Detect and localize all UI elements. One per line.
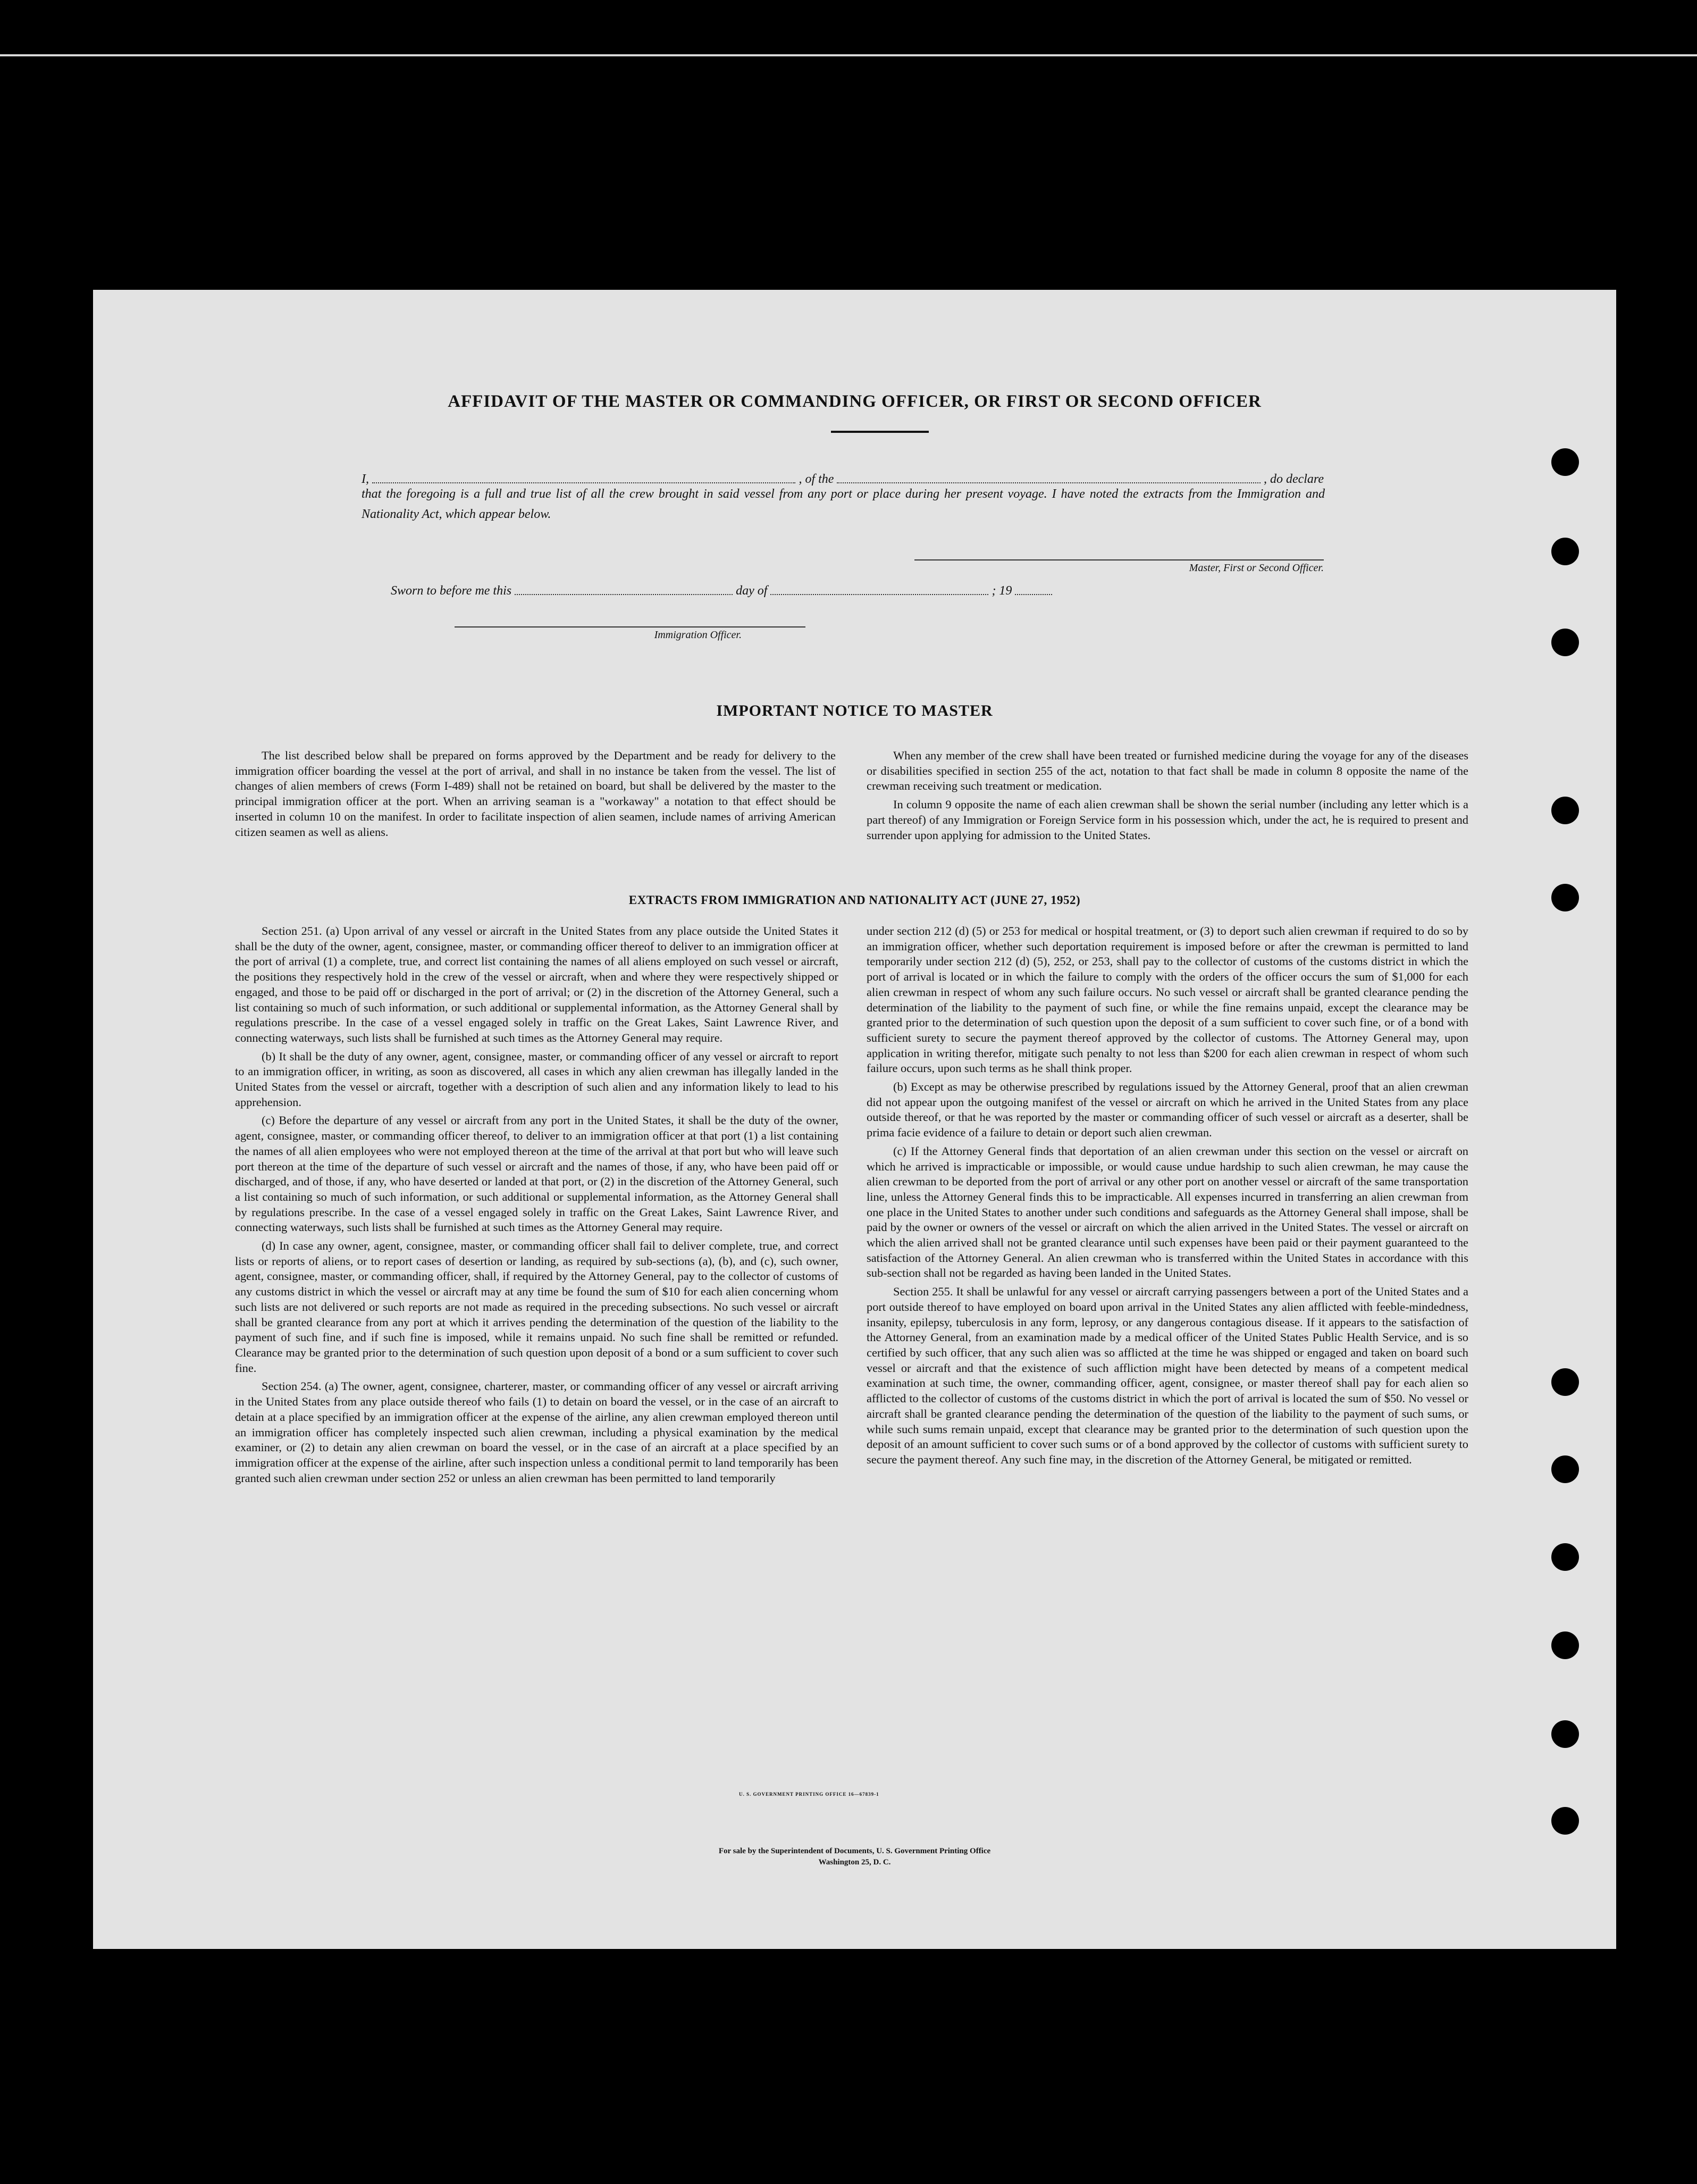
section-255: Section 255. It shall be unlawful for any vessel or aircraft carrying passengers between a port of the United States and a port outside thereof to have employed on board upon arrival in the United States any alien afflicted with feeble-mindedness, insanity, epilepsy, tuberculosis in any form, leprosy, or any dangerous contagious disease. If it appears to the satisfaction of the Attorney General, from an examination made by a medical officer of the United States Public Health Service, and is so certified by such officer, that any such alien was so afflicted at the time he was shipped or engaged and taken on board such vessel or aircraft and that the existence of such affliction might have been detected by means of a competent medical examination at such time, the owner, commanding officer, agent, consignee, or master thereof shall pay for each alien so afflicted to the collector of customs of the customs district in which the port of arrival is located the sum of $50. No vessel or aircraft shall be granted clearance pending the determination of the question of the liability to the payment of such sums, or while such sums remain unpaid, except that clearance may be granted prior to the determination of such question upon the deposit of an amount sufficient to cover such sums or of a bond approved by the collector of customs with sufficient surety to secure the payment thereof. Any such fine may, in the discretion of the Attorney General, be mitigated or remitted.: [867, 1285, 1468, 1466]
section-254-b: (b) Except as may be otherwise prescribed by regulations issued by the Attorney General, proof that an alien crewman did not appear upon the outgoing manifest of the vessel or aircraft on which he arrived in the United States from any place outside thereof, or that he was reported by the master or commanding officer of such vessel or aircraft as a deserter, shall be prima facie evidence of a failure to detain or deport such alien crewman.: [867, 1080, 1468, 1140]
month-field[interactable]: [770, 593, 988, 595]
i-label: I,: [362, 472, 369, 486]
notice-paragraph: The list described below shall be prepared on forms approved by the Department and be ready for delivery to the immigration officer boarding the vessel at the port of arrival, and shall in no instance be taken from the vessel. The list of changes of alien members of crews (Form I-489) shall not be retained on board, but shall be delivered by the master to the principal immigration officer at the port. When an arriving seaman is a "workaway" a notation to that effect should be inserted in column 10 on the manifest. In order to facilitate inspection of alien seamen, include names of arriving American citizen seamen as well as aliens.: [235, 749, 836, 839]
extracts-left-column: [235, 924, 838, 1489]
declaration-line: [362, 460, 1324, 487]
section-251-c: (c) Before the departure of any vessel or aircraft from any port in the United States, it shall be the duty of the owner, agent, consignee, master, or commanding officer thereof, to deliver to an immigration officer at that port (1) a list containing the names of all alien employees who were not employed thereon at the time of the arrival at that port but who will leave such port thereon at the time of the departure of such vessel or aircraft and the names of those, if any, who have been paid off or discharged, and of those, if any, who have deserted or landed at that port, or (2) in the discretion of the Attorney General, such a list containing so much of such information, or such additional or supplemental information, as the Attorney General shall by regulations prescribe. In the case of a vessel engaged solely in traffic on the Great Lakes, Saint Lawrence River, and connecting waterways, such lists shall be furnished at such times as the Attorney General may require.: [235, 1114, 838, 1234]
document-page: [93, 290, 1616, 1949]
day-field[interactable]: [515, 593, 733, 595]
punch-hole: [1551, 538, 1579, 565]
master-signature-label: Master, First or Second Officer.: [1189, 562, 1324, 574]
day-of-label: day of: [736, 584, 768, 598]
immigration-officer-label: Immigration Officer.: [654, 629, 742, 641]
punch-hole: [1551, 1631, 1579, 1659]
sale-notice: [93, 1846, 1616, 1868]
section-254-c: (c) If the Attorney General finds that deportation of an alien crewman under this section on the vessel or aircraft on which he arrived is impracticable or impossible, or would cause undue hardship to such alien crewman, he may cause the alien crewman to be deported from the port of arrival or any other port on another vessel or aircraft of the same transportation line, unless the Attorney General finds this to be impracticable. All expenses incurred in transferring an alien crewman from one place in the United States to another under such conditions and safeguards as the Attorney General shall impose, shall be paid by the owner or owners of the vessel or aircraft on which the alien arrived in the United States. The vessel or aircraft on which the alien arrived shall not be granted clearance until such expenses have been paid or their payment guaranteed to the satisfaction of the Attorney General. An alien crewman who is transferred within the United States in accordance with this sub-section shall not be regarded as having been landed in the United States.: [867, 1144, 1468, 1280]
section-254-a-continued: under section 212 (d) (5) or 253 for medical or hospital treatment, or (3) to deport such alien crewman if required to do so by an immigration officer, whether such deportation requirement is imposed before or after the crewman is permitted to land temporarily under section 212 (d) (5), 252, or 253, shall pay to the collector of customs of the customs district in which the port of arrival is located or in which the failure to comply with the orders of the officer occurs the sum of $1,000 for each alien crewman in respect of whom any such failure occurs. No such vessel or aircraft shall be granted clearance pending the determination of the liability to the payment of such fine, or while the fine remains unpaid, except the clearance may be granted prior to the determination of such question upon the deposit of a sum sufficient to cover such fine, or of a bond with sufficient surety to secure the payment thereof approved by the collector of customs. The Attorney General may, upon application in writing therefor, mitigate such penalty to not less than $200 for each alien crewman in respect of whom such failure occurs, upon such terms as he shall think proper.: [867, 924, 1468, 1075]
punch-hole: [1551, 797, 1579, 824]
punch-hole: [1551, 1543, 1579, 1571]
vessel-field[interactable]: [837, 481, 1260, 483]
section-251-b: (b) It shall be the duty of any owner, agent, consignee, master, or commanding officer of any vessel or aircraft to report to an immigration officer, in writing, as soon as discovered, all cases in which any alien crewman has illegally landed in the United States from the vessel or aircraft, together with a description of such alien and any information likely to lead to his apprehension.: [235, 1049, 838, 1109]
affidavit-title: AFFIDAVIT OF THE MASTER OR COMMANDING OFFICER, OR FIRST OR SECOND OFFICER: [448, 392, 1262, 411]
extracts-right-column: [867, 924, 1468, 1471]
immigration-officer-signature-field[interactable]: [455, 626, 805, 627]
notice-right-column: [867, 748, 1468, 846]
scan-border-line: [0, 54, 1697, 56]
notice-paragraph: In column 9 opposite the name of each alien crewman shall be shown the serial number (including any letter which is a part thereof) of any Immigration or Foreign Service form in his possession which, under the act, he is required to present and surrender upon applying for admission to the United States.: [867, 798, 1468, 842]
title-rule: [831, 431, 929, 433]
sale-line-2: Washington 25, D. C.: [818, 1858, 891, 1867]
punch-hole: [1551, 1455, 1579, 1483]
punch-hole: [1551, 1807, 1579, 1835]
name-field[interactable]: [372, 481, 795, 483]
of-the-label: , of the: [799, 472, 834, 486]
punch-hole: [1551, 1720, 1579, 1748]
punch-hole: [1551, 629, 1579, 656]
notice-paragraph: When any member of the crew shall have been treated or furnished medicine during the voyage for any of the diseases or disabilities specified in section 255 of the act, notation to that fact shall be made in column 8 opposite the name of the crewman receiving such treatment or medication.: [867, 749, 1468, 793]
do-declare-label: , do declare: [1263, 472, 1324, 486]
sworn-label: Sworn to before me this: [391, 584, 512, 598]
extracts-title: EXTRACTS FROM IMMIGRATION AND NATIONALITY ACT (JUNE 27, 1952): [628, 893, 1081, 907]
punch-hole: [1551, 1368, 1579, 1396]
sale-line-1: For sale by the Superintendent of Documents, U. S. Government Printing Office: [718, 1847, 991, 1855]
section-251-a: Section 251. (a) Upon arrival of any vessel or aircraft in the United States from any place outside the United States it shall be the duty of the owner, agent, consignee, master, or commanding officer thereof to deliver to an immigration officer at the port of arrival (1) a complete, true, and correct list containing the names of all aliens employed on such vessel or aircraft, the positions they respectively hold in the crew of the vessel or aircraft, when and where they were respectively shipped or engaged, and those to be paid off or discharged in the port of arrival; or (2) in the discretion of the Attorney General, such a list containing so much of such information, or such additional or supplemental information, as the Attorney General shall by regulations prescribe. In the case of a vessel engaged solely in traffic on the Great Lakes, Saint Lawrence River, and connecting waterways, such lists shall be furnished at such times as the Attorney General may require.: [235, 924, 838, 1044]
section-251-d: (d) In case any owner, agent, consignee, master, or commanding officer shall fail to deliver complete, true, and correct lists or reports of aliens, or to report cases of desertion or landing, as required by sub-sections (a), (b), and (c), such owner, agent, consignee, master, or commanding officer, shall, if required by the Attorney General, pay to the collector of customs of any customs district in which the vessel or aircraft may at any time be found the sum of $10 for each alien concerning whom such lists are not delivered or such reports are not made as required in the preceding subsections. No such vessel or aircraft shall be granted clearance from any port at which it arrives pending the determination of the question of the liability to the payment of such fine, and if such fine is imposed, while it remains unpaid. No such fine shall be remitted or refunded. Clearance may be granted prior to the determination of such question upon deposit of a bond or a sum sufficient to cover such fine.: [235, 1239, 838, 1375]
declaration-statement: that the foregoing is a full and true list of all the crew brought in said vessel from any port or place during her present voyage. I have noted the extracts from the Immigration and Nationality Act, which appear below.: [362, 487, 1325, 521]
section-254-a: Section 254. (a) The owner, agent, consignee, charterer, master, or commanding officer of any vessel or aircraft arriving in the United States from any place outside thereof who fails (1) to detain on board the vessel, or in the case of an aircraft to detain at a place specified by an immigration officer at the expense of the airline, any alien crewman employed thereon until an immigration officer has completely inspected such alien crewman, including a physical examination by the medical examiner, or (2) to detain any alien crewman on board the vessel, or in the case of an aircraft at a place specified by an immigration officer at the expense of the airline, after such inspection unless a conditional permit to land temporarily has been granted such alien crewman under section 252 or unless an alien crewman has been permitted to land temporarily: [235, 1379, 838, 1485]
punch-hole: [1551, 448, 1579, 476]
notice-left-column: [235, 748, 836, 843]
year-label: ; 19: [992, 584, 1012, 598]
year-field[interactable]: [1015, 593, 1052, 595]
sworn-line: [391, 577, 1194, 598]
master-signature-field[interactable]: [914, 559, 1324, 560]
notice-title: IMPORTANT NOTICE TO MASTER: [716, 702, 993, 719]
printer-imprint: U. S. GOVERNMENT PRINTING OFFICE 16—67839-1: [739, 1792, 879, 1797]
